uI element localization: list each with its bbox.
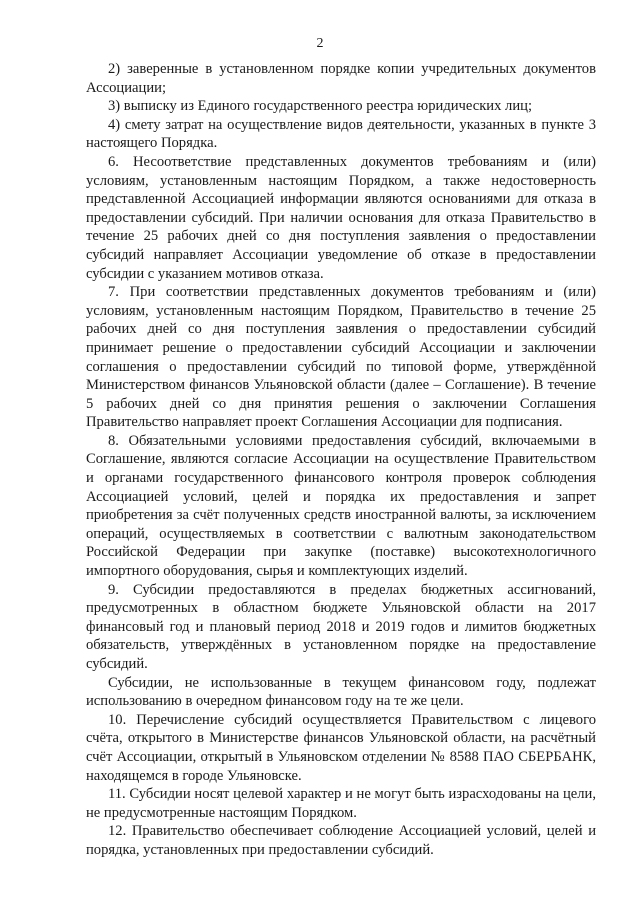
paragraph-9: 9. Субсидии предоставляются в пределах бюджетных ассигнований, предусмотренных в областном бюджете Ульяновской области на 2017 финансовый год и плановый период 2018 и 2019 годов и лимитов бюджетных обязательств, утверждённых в установленном порядке на предоставление субсидий.: [86, 581, 596, 672]
paragraph-7: 7. При соответствии представленных документов требованиям и (или) условиям, установленным настоящим Порядком, Правительство в течение 25 рабочих дней со дня поступления заявления о предоставлении субсидий принимает решение о предоставлении субсидий Ассоциации и заключении соглашения о предоставлении субсидий по типовой форме, утверждённой Министерством финансов Ульяновской области (далее – Соглашение). В течение 5 рабочих дней со дня принятия решения о заключении Соглашения Правительство направляет проект Соглашения Ассоциации для подписания.: [86, 284, 596, 431]
paragraph-item-3: 3) выписку из Единого государственного реестра юридических лиц;: [108, 98, 533, 115]
paragraph-item-4: 4) смету затрат на осуществление видов деятельности, указанных в пункте 3 настоящего Порядка.: [86, 116, 596, 152]
paragraph-9-continued: Субсидии, не использованные в текущем финансовом году, подлежат использованию в очередном финансовом году на те же цели.: [86, 674, 596, 710]
paragraph-6: 6. Несоответствие представленных документов требованиям и (или) условиям, установленным настоящим Порядком, а также недостоверность представленной Ассоциацией информации являются основаниями для отказа в предоставлении субсидий. При наличии основания для отказа Правительство в течение 25 рабочих дней со дня поступления заявления о предоставлении субсидий направляет Ассоциации уведомление об отказе в предоставлении субсидии с указанием мотивов отказа.: [86, 153, 596, 282]
paragraph-12: 12. Правительство обеспечивает соблюдение Ассоциацией условий, целей и порядка, установленных при предоставлении субсидий.: [86, 823, 596, 858]
document-body: [86, 60, 596, 860]
paragraph-item-2: 2) заверенные в установленном порядке копии учредительных документов Ассоциации;: [86, 61, 596, 96]
page-number: 2: [316, 36, 324, 51]
paragraph-11: 11. Субсидии носят целевой характер и не могут быть израсходованы на цели, не предусмотренные настоящим Порядком.: [86, 786, 596, 821]
paragraph-10: 10. Перечисление субсидий осуществляется Правительством с лицевого счёта, открытого в Министерстве финансов Ульяновской области, на расчётный счёт Ассоциации, открытый в Ульяновском отделении № 8588 ПАО СБЕРБАНК, находящемся в городе Ульяновске.: [86, 711, 596, 784]
paragraph-8: 8. Обязательными условиями предоставления субсидий, включаемыми в Соглашение, являются согласие Ассоциации на осуществление Правительством и органами государственного финансового контроля проверок соблюдения Ассоциацией условий, целей и порядка их предоставления и запрет приобретения за счёт полученных средств иностранной валюты, за исключением операций, осуществляемых в соответствии с валютным законодательством Российской Федерации при закупке (поставке) высокотехнологичного импортного оборудования, сырья и комплектующих изделий.: [86, 432, 596, 580]
